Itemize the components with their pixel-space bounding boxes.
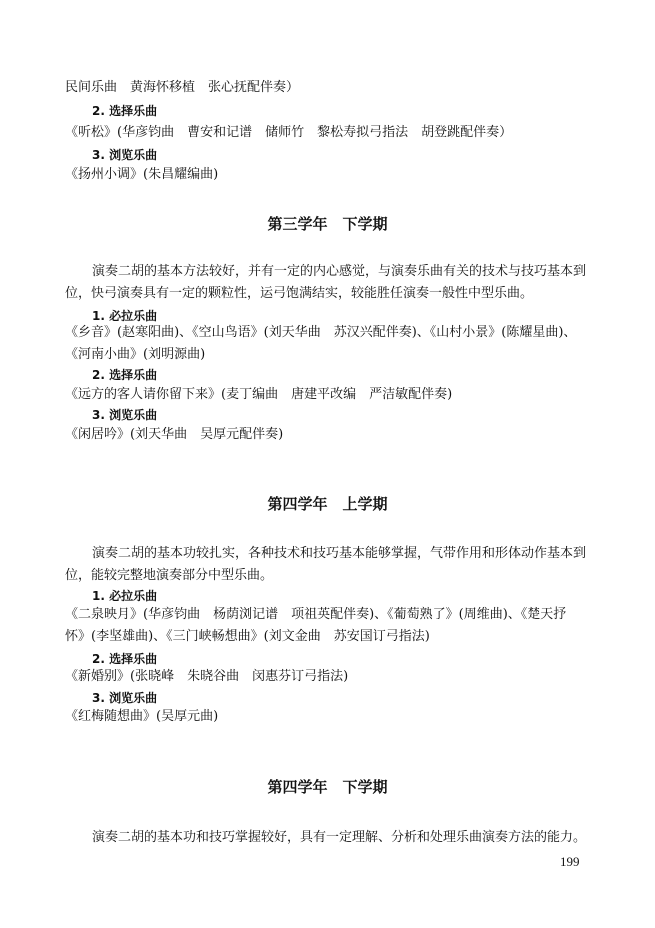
body-text-line: 《乡音》(赵寒阳曲)、《空山鸟语》(刘天华曲 苏汉兴配伴奏)、《山村小景》(陈耀星曲)、	[65, 325, 577, 340]
paragraph-line: 演奏二胡的基本方法较好，并有一定的内心感觉，与演奏乐曲有关的技术与技巧基本到	[92, 264, 587, 279]
paragraph-line: 位，快弓演奏具有一定的颗粒性，运弓饱满结实，较能胜任演奏一般性中型乐曲。	[65, 286, 534, 301]
body-text-line: 《闲居吟》(刘天华曲 吴厚元配伴奏)	[65, 427, 284, 442]
paragraph-line: 演奏二胡的基本功和技巧掌握较好，具有一定理解、分析和处理乐曲演奏方法的能力。	[92, 830, 587, 845]
section-heading-browse: 3. 浏览乐曲	[92, 148, 158, 162]
section-heading-required: 1. 必拉乐曲	[92, 589, 158, 603]
body-text-line: 民间乐曲 黄海怀移植 张心抚配伴奏）	[65, 80, 300, 95]
section-heading-browse: 3. 浏览乐曲	[92, 408, 158, 422]
section-heading-select: 2. 选择乐曲	[92, 368, 158, 382]
section-heading-select: 2. 选择乐曲	[92, 652, 158, 666]
semester-heading: 第四学年 下学期	[267, 778, 388, 796]
body-text-line: 《红梅随想曲》(吴厚元曲)	[65, 709, 219, 724]
paragraph-line: 演奏二胡的基本功较扎实，各种技术和技巧基本能够掌握，气带作用和形体动作基本到	[92, 546, 587, 561]
semester-heading: 第三学年 下学期	[267, 215, 388, 233]
section-heading-browse: 3. 浏览乐曲	[92, 691, 158, 705]
body-text-line: 《二泉映月》(华彦钧曲 杨荫浏记谱 项祖英配伴奏)、《葡萄熟了》(周维曲)、《楚天抒	[65, 607, 567, 622]
body-text-line: 《远方的客人请你留下来》(麦丁编曲 唐建平改编 严洁敏配伴奏)	[65, 387, 453, 402]
paragraph-line: 位，能较完整地演奏部分中型乐曲。	[65, 568, 274, 583]
section-heading-select: 2. 选择乐曲	[92, 104, 158, 118]
body-text-line: 《新婚别》(张晓峰 朱晓谷曲 闵惠芬订弓指法)	[65, 669, 349, 684]
page-number: 199	[560, 854, 580, 869]
body-text-line: 《河南小曲》(刘明源曲)	[65, 347, 206, 362]
section-heading-required: 1. 必拉乐曲	[92, 309, 158, 323]
semester-heading: 第四学年 上学期	[267, 495, 388, 513]
body-text-line: 《扬州小调》(朱昌耀编曲)	[65, 167, 219, 182]
body-text-line: 《听松》(华彦钧曲 曹安和记谱 储师竹 黎松寿拟弓指法 胡登跳配伴奏）	[65, 125, 513, 140]
body-text-line: 怀》(李坚雄曲)、《三门峡畅想曲》(刘文金曲 苏安国订弓指法)	[65, 629, 430, 644]
